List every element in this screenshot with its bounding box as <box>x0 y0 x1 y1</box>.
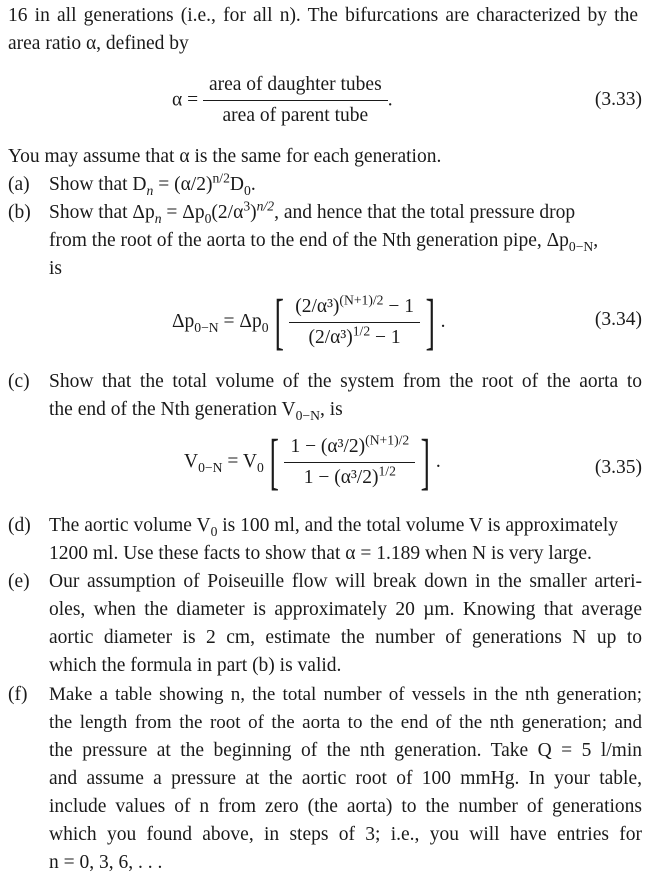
eq335-numerator <box>284 434 415 463</box>
eq334-den-end: − 1 <box>370 326 401 348</box>
part-b-line-2-text: from the root of the aorta to the end of the Nth generation pipe, Δp <box>49 230 569 251</box>
part-e-line-3: aortic diameter is 2 cm, estimate the number of generations N up to <box>49 627 642 648</box>
part-b-show: Show that Δp <box>49 202 155 223</box>
eq334-den-exp: 1/2 <box>352 323 371 338</box>
part-a-end-sub: 0 <box>243 182 251 198</box>
part-a-label: (a) <box>8 174 30 195</box>
eq334-num-exp: (N+1)/2 <box>339 292 384 307</box>
eq334-number: (3.34) <box>594 309 642 330</box>
part-f-line-1: Make a table showing n, the total number of vessels in the nth generation; <box>49 684 642 705</box>
part-b-line-3: is <box>49 258 63 279</box>
equation-3-33 <box>172 72 393 129</box>
eq334-eq: = Δp <box>218 311 262 332</box>
eq333-period: . <box>387 89 393 111</box>
eq335-den-base: 1 − (α³/2) <box>303 466 379 488</box>
eq333-denominator: area of parent tube <box>222 105 369 126</box>
eq335-num-exp: (N+1)/2 <box>365 432 410 447</box>
part-e-line-1: Our assumption of Poiseuille flow will break down in the smaller arteri- <box>49 571 642 592</box>
part-d-line-1-rest: is 100 ml, and the total volume V is approximately <box>217 515 618 536</box>
part-c-line-1: Show that the total volume of the system from the root of the aorta to <box>49 371 642 392</box>
part-d-line-2: 1200 ml. Use these facts to show that α = 1.189 when N is very large. <box>49 543 592 564</box>
eq335-lhs-sub: 0−N <box>198 459 223 475</box>
part-f-line-3: the pressure at the beginning of the nth generation. Take Q = 5 l/min <box>49 740 642 761</box>
eq334-left-bracket: [ <box>274 288 284 356</box>
eq335-num-base: 1 − (α³/2) <box>290 435 366 457</box>
part-a-show: Show that D <box>49 174 147 195</box>
part-f-label: (f) <box>8 684 28 705</box>
eq334-eq-sub: 0 <box>261 319 269 335</box>
equation-3-34 <box>172 288 446 356</box>
equation-3-35 <box>184 428 441 496</box>
eq333-fraction <box>203 72 388 129</box>
part-d-line-1-text: The aortic volume V <box>49 515 211 536</box>
eq335-den-exp: 1/2 <box>378 463 396 478</box>
part-f-line-4: and assume a pressure at the aortic root of 100 mmHg. In your table, <box>49 768 642 789</box>
part-b-line-1: Show that $\Delta p_n = \Delta p_0(2/\alpha^3)^{n/2}$, and hence that the total pressure drop <box>49 198 576 226</box>
part-e-line-2: oles, when the diameter is approximately 20 µm. Knowing that average <box>49 599 642 620</box>
part-b-eq: = Δp <box>161 202 205 223</box>
part-a-tail: = (α/2) <box>153 174 213 195</box>
part-a-dot: . <box>250 174 256 195</box>
part-a-end: D <box>229 174 244 195</box>
part-c-line-2-sub: 0−N <box>295 407 320 423</box>
part-f-line-2: the length from the root of the aorta to the end of the nth generation; and <box>49 712 642 733</box>
eq333-numerator: area of daughter tubes <box>203 72 388 101</box>
eq335-period: . <box>435 451 441 472</box>
part-d-label: (d) <box>8 515 31 536</box>
part-b-line-2-end: , <box>593 230 599 251</box>
part-f-line-5: include values of n from zero (the aorta) to the number of generations <box>49 796 642 817</box>
eq335-eq: = V <box>222 451 257 472</box>
eq334-right-bracket: ] <box>425 288 435 356</box>
part-b-line-2 <box>49 227 642 255</box>
part-e-label: (e) <box>8 571 30 592</box>
part-a-text: Show that $D_n = (\alpha/2)^{n/2}D_0$. <box>49 170 256 198</box>
part-c-line-2-text: the end of the Nth generation V <box>49 399 296 420</box>
eq334-num-base: (2/α³) <box>295 295 340 317</box>
part-b-line-2-sub: 0−N <box>568 238 594 254</box>
part-b-label: (b) <box>8 202 31 223</box>
part-c-label: (c) <box>8 371 30 392</box>
eq335-left-bracket: [ <box>269 428 279 496</box>
part-a-exp: n/2 <box>212 170 230 186</box>
eq335-lhs <box>184 451 264 475</box>
eq335-eq-sub: 0 <box>256 459 264 475</box>
eq333-lhs: α = <box>172 89 199 111</box>
part-c-line-2-end: , is <box>319 399 343 420</box>
part-e-line-4: which the formula in part (b) is valid. <box>49 655 342 676</box>
part-f-line-6: which you found above, in steps of 3; i.e., you will have entries for <box>49 824 642 845</box>
eq333-number: (3.33) <box>594 89 642 110</box>
intro-line-2: area ratio α, defined by <box>8 33 189 54</box>
part-b-rest: , and hence that the total pressure drop <box>274 202 576 223</box>
eq334-period: . <box>440 311 446 332</box>
assumption-line: You may assume that α is the same for each generation. <box>8 146 442 167</box>
part-f-line-7: n = 0, 3, 6, . . . <box>49 852 163 873</box>
eq335-fraction <box>284 434 415 491</box>
part-b-base: (2/α <box>211 202 244 223</box>
eq334-den-base: (2/α³) <box>308 326 353 348</box>
eq334-lhs-sub: 0−N <box>194 319 219 335</box>
eq335-number: (3.35) <box>594 457 642 478</box>
part-d-line-1 <box>49 512 642 540</box>
eq334-lhs <box>172 311 269 335</box>
eq335-lhs-text: V <box>184 451 199 472</box>
intro-line-1: 16 in all generations (i.e., for all n). The bifurcations are characterized by the <box>8 5 638 26</box>
eq334-denominator <box>289 323 420 351</box>
eq334-lhs-text: Δp <box>172 311 195 332</box>
eq335-denominator <box>284 463 415 491</box>
part-d-line-1-sub: 0 <box>210 523 218 539</box>
eq334-fraction <box>289 294 420 351</box>
eq335-right-bracket: ] <box>420 428 431 496</box>
eq334-numerator <box>289 294 420 323</box>
part-c-line-2 <box>49 396 642 424</box>
eq334-num-end: − 1 <box>383 295 414 317</box>
